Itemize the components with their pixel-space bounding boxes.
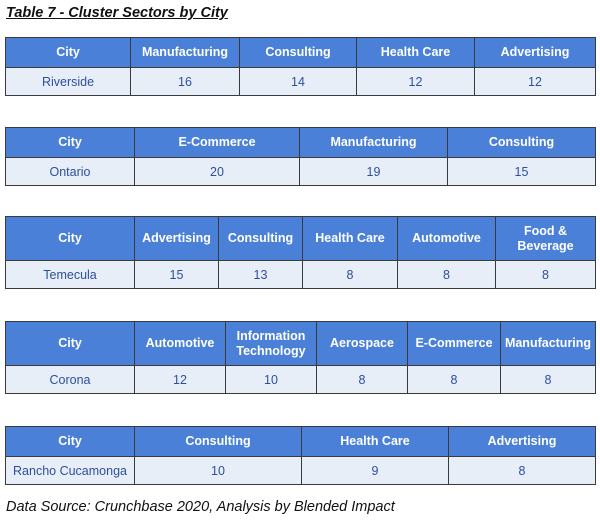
header-sector: Information Technology: [226, 322, 317, 366]
count-cell: 13: [219, 261, 303, 289]
count-cell: 19: [300, 158, 448, 186]
header-sector: Health Care: [302, 427, 449, 457]
count-cell: 14: [240, 68, 357, 96]
header-sector: E-Commerce: [408, 322, 501, 366]
header-city: City: [6, 322, 135, 366]
header-sector: Advertising: [475, 38, 596, 68]
count-cell: 8: [501, 366, 596, 394]
header-sector: Manufacturing: [131, 38, 240, 68]
header-city: City: [6, 217, 135, 261]
header-sector: Automotive: [398, 217, 496, 261]
corona-table: [5, 321, 596, 394]
header-sector: Consulting: [135, 427, 302, 457]
data-source-note: Data Source: Crunchbase 2020, Analysis by Blended Impact: [6, 499, 395, 515]
rancho-cucamonga-table: [5, 426, 596, 485]
count-cell: 20: [135, 158, 300, 186]
city-cell: Temecula: [6, 261, 135, 289]
header-sector: Aerospace: [317, 322, 408, 366]
count-cell: 15: [135, 261, 219, 289]
count-cell: 12: [475, 68, 596, 96]
header-sector: Food & Beverage: [496, 217, 596, 261]
header-sector: Health Care: [357, 38, 475, 68]
header-sector: Manufacturing: [501, 322, 596, 366]
header-city: City: [6, 427, 135, 457]
count-cell: 8: [408, 366, 501, 394]
temecula-table: [5, 216, 596, 289]
count-cell: 9: [302, 457, 449, 485]
ontario-table: [5, 127, 596, 186]
riverside-table: [5, 37, 596, 96]
count-cell: 10: [135, 457, 302, 485]
count-cell: 12: [357, 68, 475, 96]
count-cell: 12: [135, 366, 226, 394]
count-cell: 8: [496, 261, 596, 289]
count-cell: 8: [303, 261, 398, 289]
header-sector: Manufacturing: [300, 128, 448, 158]
city-cell: Riverside: [6, 68, 131, 96]
count-cell: 8: [449, 457, 596, 485]
city-cell: Ontario: [6, 158, 135, 186]
city-cell: Rancho Cucamonga: [6, 457, 135, 485]
table-title: Table 7 - Cluster Sectors by City: [6, 5, 228, 21]
count-cell: 8: [398, 261, 496, 289]
header-sector: Automotive: [135, 322, 226, 366]
count-cell: 10: [226, 366, 317, 394]
header-city: City: [6, 128, 135, 158]
header-sector: Consulting: [448, 128, 596, 158]
header-sector: Health Care: [303, 217, 398, 261]
count-cell: 8: [317, 366, 408, 394]
header-city: City: [6, 38, 131, 68]
count-cell: 16: [131, 68, 240, 96]
header-sector: Consulting: [219, 217, 303, 261]
count-cell: 15: [448, 158, 596, 186]
header-sector: Advertising: [135, 217, 219, 261]
header-sector: Consulting: [240, 38, 357, 68]
city-cell: Corona: [6, 366, 135, 394]
header-sector: Advertising: [449, 427, 596, 457]
header-sector: E-Commerce: [135, 128, 300, 158]
